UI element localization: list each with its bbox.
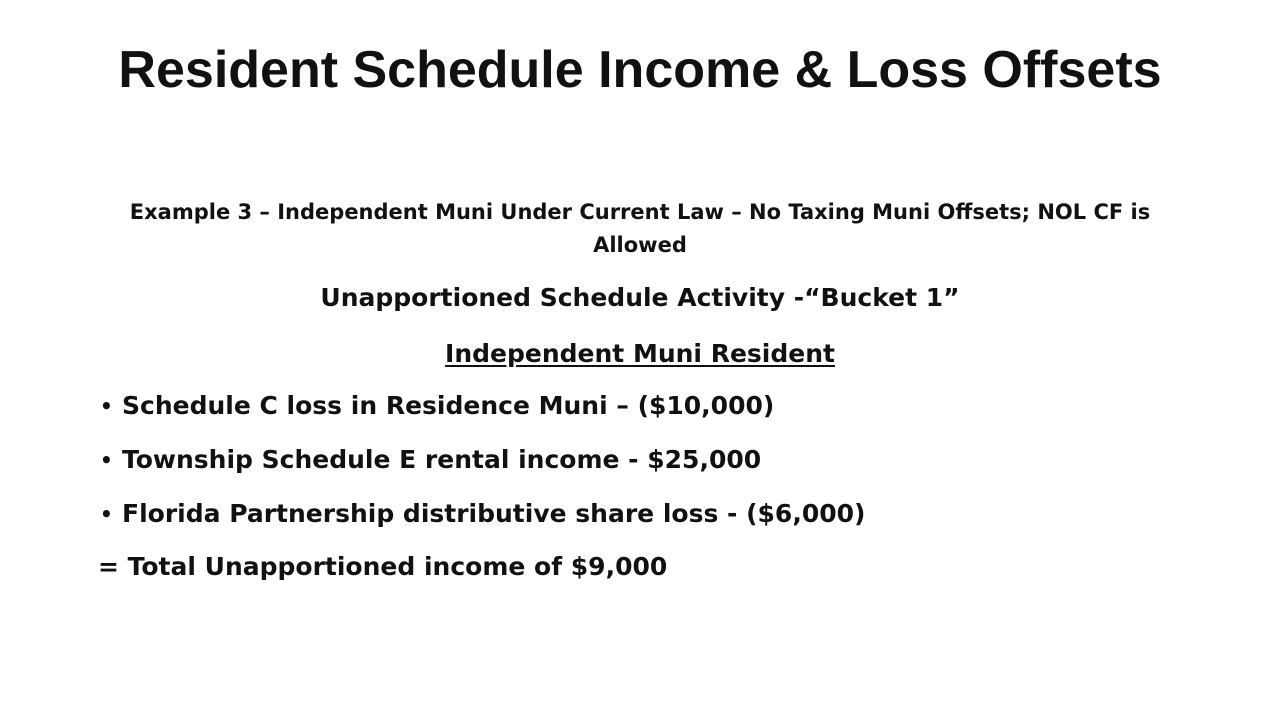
bullet-text: Township Schedule E rental income - $25,000 xyxy=(122,445,762,474)
example-subtitle: Example 3 – Independent Muni Under Current Law – No Taxing Muni Offsets; NOL CF is Allowed xyxy=(129,200,1151,257)
resident-heading: Independent Muni Resident xyxy=(445,339,835,368)
bullet-text: Florida Partnership distributive share loss - ($6,000) xyxy=(122,499,866,528)
bullet-dot-icon: • xyxy=(100,448,113,472)
bucket-heading: Unapportioned Schedule Activity -“Bucket 1” xyxy=(320,283,960,312)
bullet-item-partnership xyxy=(100,496,1200,532)
bullet-list xyxy=(100,388,1200,550)
slide-title: Resident Schedule Income & Loss Offsets xyxy=(118,41,1162,99)
bullet-dot-icon: • xyxy=(100,394,113,418)
bullet-item-schedule-e xyxy=(100,442,1200,478)
total-line: = Total Unapportioned income of $9,000 xyxy=(98,552,668,581)
bullet-item-schedule-c xyxy=(100,388,1200,424)
bullet-dot-icon: • xyxy=(100,502,113,526)
bullet-text: Schedule C loss in Residence Muni – ($10,000) xyxy=(122,391,775,420)
